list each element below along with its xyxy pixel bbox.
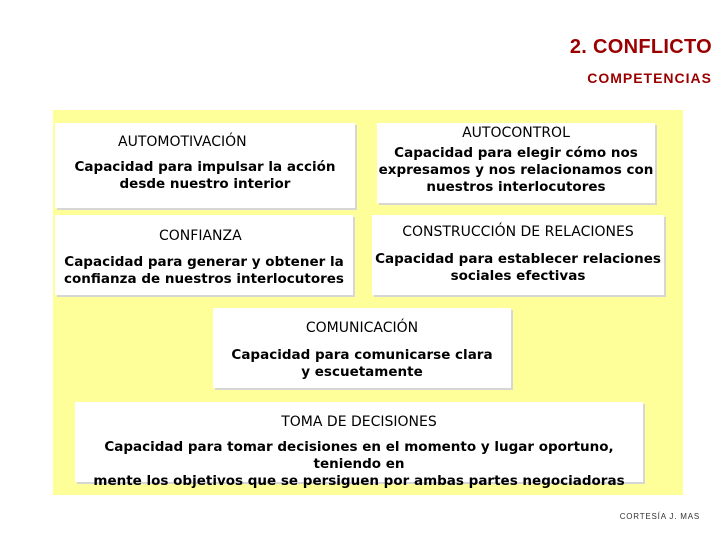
competency-box-automotivacion — [55, 123, 355, 208]
page-subtitle: COMPETENCIAS — [587, 70, 712, 86]
competency-title: TOMA DE DECISIONES — [281, 414, 437, 430]
competency-box-confianza — [55, 215, 353, 295]
competency-description: Capacidad para establecer relaciones sociales efectivas — [375, 251, 661, 284]
competency-description: Capacidad para generar y obtener la confianza de nuestros interlocutores — [64, 254, 344, 287]
competency-description: Capacidad para elegir cómo nos expresamos y nos relacionamos con nuestros interlocutores — [378, 145, 654, 195]
page-title: 2. CONFLICTO — [569, 36, 712, 58]
competency-box-toma-decisiones — [75, 402, 643, 489]
competency-title: CONSTRUCCIÓN DE RELACIONES — [402, 224, 634, 240]
competency-box-construccion-relaciones — [372, 215, 664, 295]
footer-credit: CORTESÍA J. MAS — [619, 512, 700, 521]
competency-description: Capacidad para impulsar la acción desde nuestro interior — [74, 159, 336, 192]
competency-description: Capacidad para tomar decisiones en el momento y lugar oportuno, teniendo en mente los objetivos que se persiguen por ambas partes negociadoras — [93, 439, 625, 489]
competency-title: AUTOCONTROL — [462, 125, 570, 141]
competency-title: AUTOMOTIVACIÓN — [118, 134, 247, 150]
competency-title: COMUNICACIÓN — [305, 320, 419, 336]
competency-description: Capacidad para comunicarse clara y escuetamente — [231, 347, 493, 380]
competency-box-comunicacion — [213, 308, 511, 388]
competency-title: CONFIANZA — [159, 228, 242, 244]
competency-box-autocontrol — [377, 123, 655, 203]
